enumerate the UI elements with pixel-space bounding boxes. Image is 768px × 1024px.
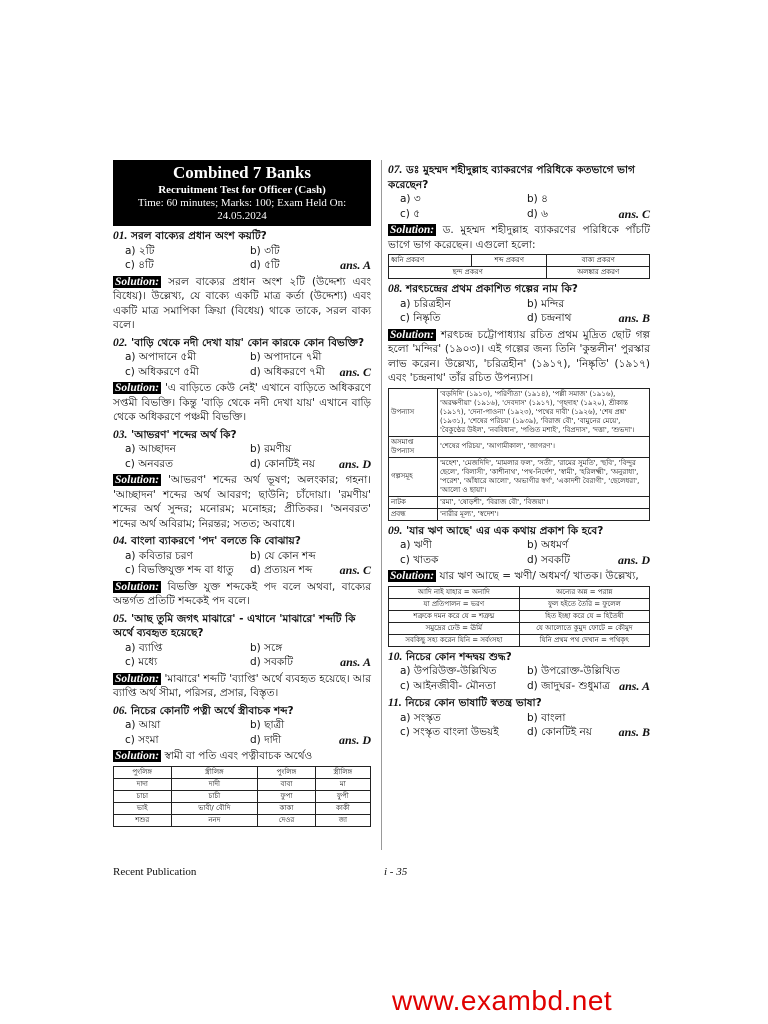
question-06: 06. নিচের কোনটি পত্নী অর্থে স্ত্রীবাচক শব্দ? [113,704,294,717]
options-04: a) কবিতার চরণ b) যে কোন শব্দ c) বিভক্তিযুক্ত শব্দ বা ধাতু d) প্রত্যয়ন শব্দ ans. C [125,549,371,577]
exam-title: Combined 7 Banks [173,163,311,182]
solution-08: Solution: শরৎচন্দ্র চট্টোপাধ্যায় রচিত প্রথম মুদ্রিত ছোট গল্প হলো 'মন্দির' (১৯০৩)। এই গল্পের জন্য তিনি 'কুন্তলীন' পুরস্কার লাভ করেন। উল্লেখ্য, 'চরিত্রহীন' (১৯১৭), 'নিষ্কৃতি' (১৯১৭) এবং 'চন্দ্রনাথ' তাঁর রচিত উপন্যাস। [388,328,650,384]
exam-meta: Time: 60 minutes; Marks: 100; Exam Held On: 24.05.2024 [137,197,347,222]
answer-04: ans. C [339,563,371,577]
question-04: 04. বাংলা ব্যাকরণে 'পদ' বলতে কি বোঝায়? [113,535,301,547]
options-10: a) উপরিউক্ত-উল্লিখিত b) উপরোক্ত-উল্লিখিত c) আইনজীবী- মৌনতা d) জাদুঘর- শুধুমাত্র ans. A [400,665,650,693]
solution-04: Solution: বিভক্তি যুক্ত শব্দকেই পদ বলে অথবা, বাক্যের অন্তর্গত প্রতিটি শব্দকেই পদ বলে। [113,580,372,607]
question-05: 05. 'আছ তুমি জগৎ মাঝারে' - এখানে 'মাঝারে' শব্দটি কি অর্থে ব্যবহৃত হয়েছে? [113,612,356,639]
options-02: a) অপাদানে ৫মী b) অপাদানে ৭মী c) অধিকরণে ৫মী d) অধিকরণে ৭মী ans. C [125,351,371,379]
exam-header [113,160,371,226]
options-08: a) চরিত্রহীন b) মন্দির c) নিষ্কৃতি d) চন্দ্রনাথ ans. B [400,297,650,325]
question-10: 10. নিচের কোন শব্দদ্বয় শুদ্ধ? [388,650,512,663]
left-column [113,160,371,829]
options-07: a) ৩ b) ৪ c) ৫ d) ৬ ans. C [400,193,650,221]
options-03: a) আচ্ছাদন b) রমণীয় c) অনবরত d) কোনটিই নয় ans. D [125,443,371,471]
column-divider [381,160,382,850]
answer-01: ans. A [340,258,371,272]
options-09: a) ঋণী b) অধমর্ণ c) খাতক d) সবকটি ans. D [400,539,650,567]
answer-07: ans. C [618,206,650,221]
footer-page-number: i - 35 [384,866,408,878]
sarat-works-table: উপন্যাস 'বড়দিদি' (১৯১৩), 'পরিণীতা' (১৯১৪), 'পল্লী সমাজ' (১৯১৬), 'অরক্ষণীয়া' (১৯১৬), 'দেবদাস' (১৯১৭), 'গৃহদাহ' (১৯২০), শ্রীকান্ত (১৯১৭), 'দেনা-পাওনা' (১৯২৩), 'পথের দাবী' (১৯২৬), 'শেষ প্রশ্ন' (১৯৩১), 'শেষের পরিচয়' (১৯৩৯), 'বিরাজ বৌ', 'বামুনের মেয়ে', 'বৈকুণ্ঠের উইল', 'নববিধান', 'পণ্ডিত মশাই', 'বিপ্রদাস', 'দত্তা', 'শুভদা'। অসমাপ্ত উপন্যাস 'শেষের পরিচয়', 'আগামীকাল', 'জাগরণ'। গল্পসমূহ 'মহেশ', 'মেজদিদি', 'মামলার ফল', 'সতী', 'রামের সুমতি', 'ছবি', 'বিন্দুর ছেলে', 'বিলাসী', 'কাশীনাথ', 'পথ-নির্দেশ', 'স্বামী', 'হরিলক্ষ্মী', 'অনুরাধা', 'পরেশ', 'আঁধারে আলো', 'অভাগীর স্বর্গ', 'একাদশী বৈরাগী', 'ছেলেধরা', 'আলো ও ছায়া'। নাটক 'রমা', 'ষোড়শী', 'বিরাজ বৌ', 'বিজয়া'। প্রবন্ধ 'নারীর মূল্য', 'স্বদেশ'। [388,388,650,521]
answer-10: ans. A [619,678,650,693]
solution-02: Solution: 'এ বাড়িতে কেউ নেই' এখানে বাড়িতে অধিকরণে সপ্তমী বিভক্তি। কিন্তু 'বাড়ি থেকে নদী দেখা যায়' এখানে বাড়ি থেকে অধিকরণে পঞ্চমী বিভক্তি। [113,382,371,423]
watermark-link[interactable]: www.exambd.net [392,985,613,1016]
options-11: a) সংস্কৃত b) বাংলা c) সংস্কৃত বাংলা উভয়ই d) কোনটিই নয় ans. B [400,711,650,739]
one-word-table: আদি নাই যাহার = অনাদি অন্যের অন্ন = পরান্ন যা প্রতিপালন = ভরণ ফুল হইতে তৈরি = ফুলেল শত্রুকে দমন করে যে = শত্রুঘ্ন হিত ইচ্ছা করে যে = হিতৈষী সমুদ্রের ঢেউ = ঊর্মি যে আলোতে কুমুদ ফোটে = কৌমুদ সবকিছু সহ্য করেন যিনি = সর্বংসহা যিনি প্রথম পথ দেখান = পথিকৃৎ [388,586,650,647]
answer-09: ans. D [617,552,650,567]
options-06: a) আয়া b) ছাত্রী c) সংমা d) দাদী ans. D [125,719,371,747]
solution-09: Solution: যার ঋণ আছে = ঋণী/ অধমর্ণ/ খাতক। উল্লেখ্য, [390,570,639,582]
grammar-parts-table: ধ্বনি প্রকরণ শব্দ প্রকরণ বাক্য প্রকরণ ছন্দ প্রকরণ অলঙ্কার প্রকরণ [388,254,650,279]
question-03: 03. 'আভরণ' শব্দের অর্থ কি? [113,428,237,441]
right-column [388,160,650,740]
solution-05: Solution: 'মাঝারে' শব্দটি 'ব্যাপ্তি' অর্থে ব্যবহৃত হয়েছে। আর ব্যাপ্তি অর্থ সীমা, পরিসর, প্রসার, বিস্তৃত। [113,672,372,699]
answer-08: ans. B [618,311,650,325]
options-01: a) ২টি b) ৩টি c) ৪টি d) ৫টি ans. A [125,244,371,272]
answer-06: ans. D [338,732,371,747]
answer-05: ans. A [340,655,371,669]
question-09: 09. 'যার ঋণ আছে' এর এক কথায় প্রকাশ কি হবে? [388,524,604,537]
solution-07: Solution: ড. মুহম্মদ শহীদুল্লাহ ব্যাকরণের পরিধিকে পাঁচটি ভাগে ভাগ করেছেন। এগুলো হলো: [388,224,650,251]
answer-03: ans. D [338,456,371,471]
question-07: 07. ডঃ মুহম্মদ শহীদুল্লাহ ব্যাকরণের পরিধিকে কতভাগে ভাগ করেছেন? [388,164,635,191]
answer-11: ans. B [618,725,650,739]
question-08: 08. শরৎচন্দ্রের প্রথম প্রকাশিত গল্পের নাম কি? [388,283,578,295]
question-11: 11. নিচের কোন ভাষাটি স্বতন্ত্র ভাষা? [388,697,542,709]
solution-03: Solution: 'আভরণ' শব্দের অর্থ ভূষণ; অলংকার; গহনা। 'আচ্ছাদন' শব্দের অর্থ আবরণ; ছাউনি; চাঁদোয়া। 'রমণীয়' শব্দের অর্থ সুন্দর; মনোরম; মনোহর; প্রীতিকর। 'অনবরত' শব্দের অর্থ অবিরাম; নিরন্তর; সতত; অবাধে। [113,474,371,530]
exam-subtitle: Recruitment Test for Officer (Cash) [158,184,326,196]
answer-02: ans. C [339,364,371,379]
footer-publication: Recent Publication [113,866,197,878]
question-02: 02. 'বাড়ি থেকে নদী দেখা যায়' কোন কারকে কোন বিভক্তি? [113,336,365,349]
solution-01: Solution: সরল বাক্যের প্রধান অংশ ২টি (উদ্দেশ্য এবং বিধেয়)। উল্লেখ্য, যে বাক্যে একটি মাত্র কর্তা (উদ্দেশ্য) এবং একটি মাত্র সমাপিকা ক্রিয়া (বিধেয়) থাকে তাকে, সরল বাক্য বলে। [113,275,372,331]
question-01: 01. সরল বাক্যের প্রধান অংশ কয়টি? [113,230,267,242]
gender-table: পুংলিঙ্গ স্ত্রীলিঙ্গ পুংলিঙ্গ স্ত্রীলিঙ্গ দাদা দাদী বাবা মা চাচা চাচী ফুপা ফুপী ভাই ভাবী/ বৌদি কাকা কাকী শশুর ননদ দেওর জা [113,766,371,827]
solution-06: Solution: স্বামী বা পতি এবং পত্নীবাচক অর্থেও [115,750,313,762]
options-05: a) ব্যাপ্তি b) সঙ্গে c) মধ্যে d) সবকটি ans. A [125,641,371,669]
